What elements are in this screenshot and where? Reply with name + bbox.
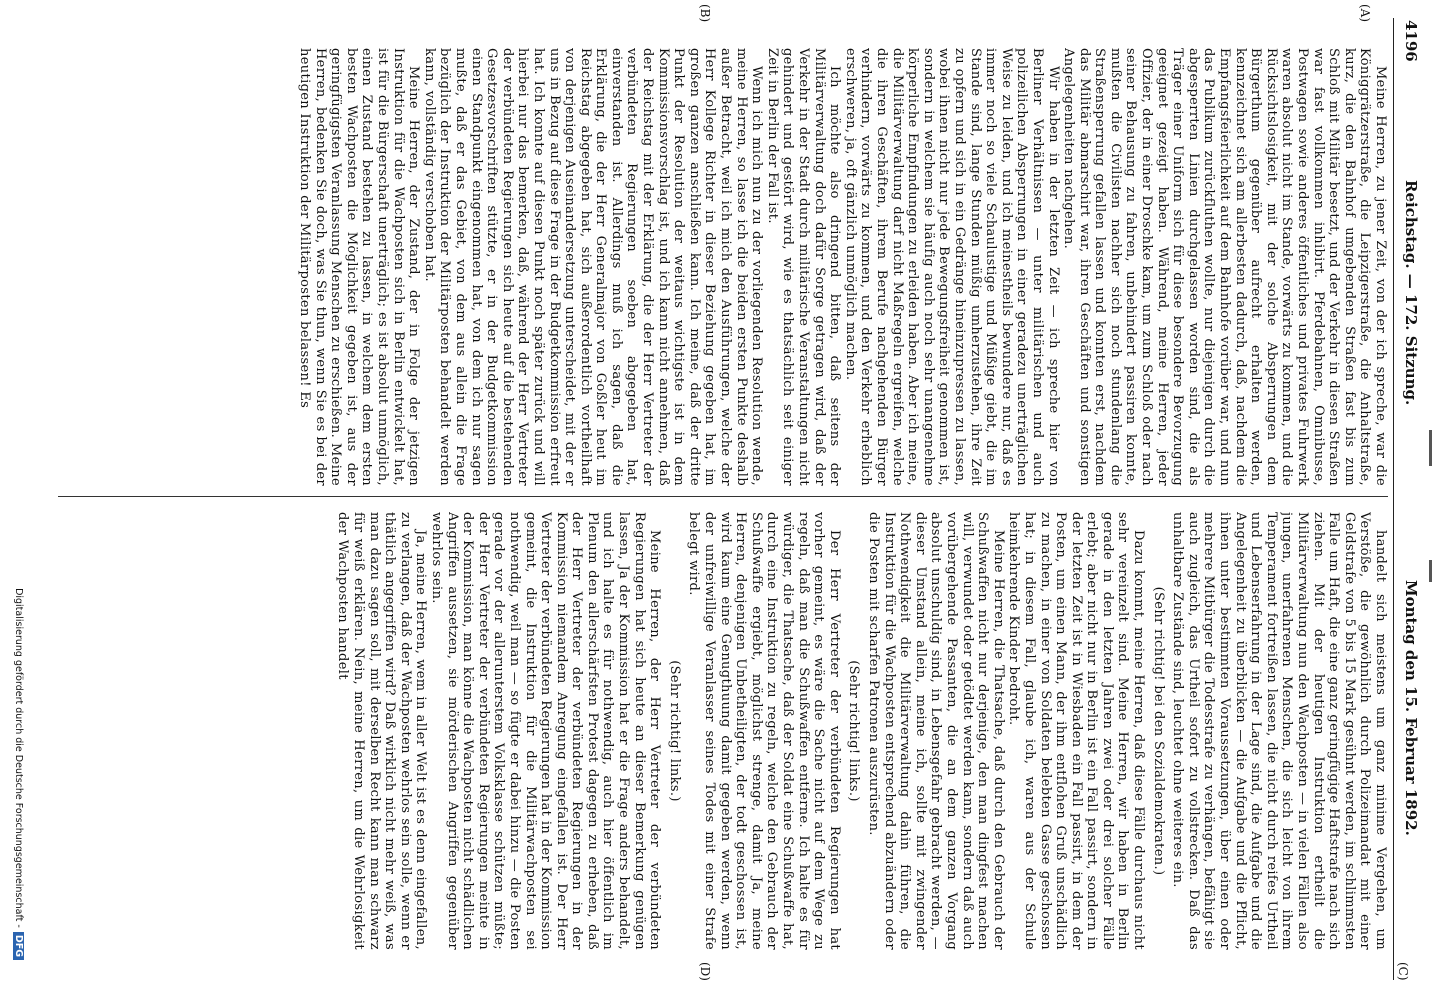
session-title: Reichstag. — 172. Sitzung. — [1402, 180, 1420, 406]
right-text-column — [58, 512, 1388, 950]
page-number: 4196 — [1402, 20, 1420, 62]
paragraph: Der Herr Vertreter der verbündeten Regierungen hat vorher gemeint, es wäre die Sache nicht auf dem Wege zu regeln, daß man die Schußwaffen entferne. Ich halte es für würdiger, die Thatsache, daß der Soldat eine Schußwaffe hat, durch eine Instruktion zu regeln, welche den Gebrauch der Schußwaffe ergiebt, möglichst strenge, damit Ja, meine Herren, denjenigen Unbetheiligten, der todt geschossen ist, wird kaum eine Genugthuung damit gegeben werden, wenn der unfreiwillige Veranlasser seines Todes mit einer Strafe belegt wird. — [686, 512, 842, 950]
session-date: Montag den 15. Februar 1892. — [1402, 580, 1420, 836]
interjection: (Sehr richtig! links.) — [846, 660, 862, 802]
margin-marker-a: (A) — [1358, 4, 1372, 23]
running-header — [1396, 20, 1424, 980]
left-text-column — [58, 48, 1388, 486]
paragraph: handelt sich meistens um ganz minime Vergehen, um Verstöße, die gewöhnlich durch Polizeimandat mit einer Geldstrafe von 5 bis 15 Mark gesühnt werden, im schlimmsten Falle um Haft, die eine ganz geringfügige Haftstrafe nach sich ziehen. Mit der heutigen Instruktion ertheilt die Militärverwaltung nun den Wachposten — in vielen Fällen also jungen, unerfahrenen Menschen, die sich leicht von ihrem Temperament fortreißen lassen, die nicht durch reifes Urtheil und Lebenserfahrung in der Lage sind, die Aufgabe und die Angelegenheit zu überblicken — die Aufgabe und die Pflicht, ihnen unter bestimmten Voraussetzungen, über einen oder mehrere Mitbürger die Todesstrafe zu verhängen, befähigt sie auch zugleich, das Urtheil sofort zu vollstrecken. Daß das unhaltbare Zustände sind, leuchtet ohne weiteres ein. — [1170, 512, 1388, 950]
margin-marker-d: (D) — [698, 962, 712, 981]
paragraph: Wenn ich mich nun zu der vorliegenden Resolution wende, meine Herren, so lasse ich die beiden ersten Punkte deshalb außer Betracht, weil ich mich den Ausführungen, welche der Herr Kollege Richter in dieser Beziehung gegeben hat, im großen ganzen anschließen kann. Ich meine, daß der dritte Punkt der Resolution der weitaus wichtigste ist in dem Kommissionsvorschlag ist, und ich kann nicht annehmen, daß der Reichstag mit der Erklärung, die der Herr Vertreter der verbündeten Regierungen soeben abgegeben hat, einverstanden ist. Allerdings muß ich sagen, daß die Erklärung, die der Herr Generalmajor von Goßler heut im Reichstag abgegeben hat, sich außerordentlich vortheilhaft von derjenigen Auseinandersetzung unterscheidet, mit der er uns in Bezug auf diese Frage in der Budgetkommission erfreut hat. Ich konnte auf diesen Punkt noch später zurück und will hierbei nur das bemerken, daß, während der Herr Vertreter der verbündeten Regierungen sich heute auf die bestehenden Gesetzesvorschriften stützte, er in der Budgetkommission einen Standpunkt eingenommen hat, von dem ich nur sagen mußte, daß er das Gebiet, von dem aus allein die Frage bezüglich der Instruktion der Militärposten behandelt werden kann, vollständig verschoben hat. — [421, 48, 765, 486]
paragraph: Ich möchte also dringend bitten, daß seitens der Militärverwaltung doch dafür Sorge getragen wird, daß der Verkehr in der Stadt durch militärische Veranstaltungen nicht gehindert und gestört wird, wie es thatsächlich seit einiger Zeit in Berlin der Fall ist. — [764, 48, 843, 486]
paragraph: Meine Herren, die Thatsache, daß durch den Gebrauch der Schußwaffen nicht nur derjenige, den man dingfest machen will, verwundet oder getödtet werden kann, sondern daß auch vorübergehende Passanten, die an dem ganzen Vorgang absolut unschuldig sind, in Lebensgefahr gebracht werden, — dieser Umstand allein, meine ich, sollte mit zwingender Nothwendigkeit die Militärverwaltung dahin führen, die Instruktion für die Wachposten entsprechend abzuändern oder die Posten mit scharfen Patronen auszurüsten. — [866, 512, 1006, 950]
dfg-logo: DFG — [13, 932, 24, 960]
digitization-credit — [6, 0, 24, 1000]
margin-marker-b: (B) — [698, 4, 712, 23]
column-divider — [58, 496, 1388, 497]
margin-marker-c: (C) — [1396, 962, 1410, 981]
paragraph: Meine Herren, der Zustand, der in Folge der jetzigen Instruktion für die Wachposten sich in Berlin entwickelt hat, ist für die Bürgerschaft unerträglich; es ist absolut unmöglich, einen Zustand bestehen zu lassen, in welchem dem ersten besten Wachposten die Möglichkeit gegeben ist, aus der geringfügigsten Veranlassung Menschen zu erschießen. Meine Herren, bedenken Sie doch, was Sie thun, wenn Sie es bei der heutigen Instruktion der Militärposten belassen! Es — [297, 48, 422, 486]
interjection: (Sehr richtig! links.) — [666, 660, 682, 802]
interjection: (Sehr richtig! bei den Sozialdemokraten.) — [1150, 586, 1166, 876]
header-rule — [1393, 18, 1394, 980]
paragraph: Meine Herren, der Herr Vertreter der verbündeten Regierungen hat sich heute an dieser Bemerkung genügen lassen, Ja der Kommission hat er die Frage anders behandelt, und ich halte es für nothwendig, auch hier öffentlich im Plenum den allerschärfsten Protest dagegen zu erheben, daß der Herr Vertreter der verbündeten Regierungen in der Kommission niemandem Anregung eingefallen ist. Der Herr Vertreter der verbündeten Regierungen hat in der Kommission gemeint, die Instruktion für die Militärwachposten sei nothwendig, weil man — so fügte er dabei hinzu — die Posten gerade vor der allerunterstem Volksklasse schützen müßte; der Herr Vertreter der verbündeten Regierungen meinte in der Kommission, man könne die Wachposten nicht schädlichen Angriffen aussetzen, sie mörderischen Angriffen gegenüber wehrlos sein. — [428, 512, 663, 950]
paragraph: Meine Herren, zu jener Zeit, von der ich spreche, war die Königgrätzerstraße, die Leipzigerstraße, die Anhaltstraße, kurz, die den Bahnhof umgebenden Straßen fast bis zum Schloß mit Militär besetzt, und der Verkehr in diesen Straßen war fast vollkommen inhibirt. Pferdebahnen, Omnibusse, Postwagen sowie anderes öffentliches und privates Fuhrwerk waren absolut nicht im Stande, vorwärts zu kommen, und die Rücksichtslosigkeit, mit der solche Absperrungen dem Bürgerthum gegenüber aufrecht erhalten werden, kennzeichnet sich am allerbesten dadurch, daß, nachdem die Empfangsfeierlichkeit auf dem Bahnhofe vorüber war, und nun das Publikum zurückfluthen wollte, nur diejenigen durch die abgesperrten Linien durchgelassen worden sind, die als Träger einer Uniform sich für diese besondere Bevorzugung geeignet gezeigt haben. Während, meine Herren, jeder Offizier, der in einer Droschke kam, um zum Schloß oder nach seiner Behausung zu fahren, unbehindert passiren konnte, mußten die Civilisten nachher sich noch stundenlang die Straßensperrung gefallen lassen und konnten erst, nachdem das Militär abmarschirt war, ihren Geschäften und sonstigen Angelegenheiten nachgehen. — [1061, 48, 1388, 486]
paragraph: Wir haben in der letzten Zeit — ich spreche hier von Berliner Verhältnissen — unter militärischen und auch polizeilichen Absperrungen in einer geradezu unerträglichen Weise zu leiden, und ich meinestheils bewundere nur, daß es immer noch so viele Schaulustige und Müßige giebt, die im Stande sind, lange Stunden müßig umherzustehen, ihre Zeit zu opfern und sich in ein Gedränge hineinzupressen zu lassen, wobei ihnen nicht nur jede Bewegungsfreiheit genommen ist, sondern in welchem sie häufig auch noch sehr unangenehme körperliche Empfindungen zu erleiden haben. Aber ich meine, die Militärverwaltung darf nicht Maßregeln ergreifen, welche die ihren Geschäften, ihrem Berufe nachgehenden Bürger verhindern, vorwärts zu kommen, und den Verkehr erheblich erschweren, ja, oft gänzlich unmöglich machen. — [842, 48, 1061, 486]
paragraph: Dazu kommt, meine Herren, daß diese Fälle durchaus nicht sehr vereinzelt sind. Meine Herren, wir haben in Berlin gerade in den letzten Jahren zwei oder drei solcher Fälle erlebt; aber nicht nur in Berlin ist ein Fall passirt, sondern in der letzten Zeit ist in Wiesbaden ein Fall passirt, in dem der Posten, um einen Mann, der ihm entflohen Gruß unschädlich zu machen, in einer von Soldaten belebten Gasse geschossen hat; in diesem Fall, glaube ich, waren aus der Schule heimkehrende Kinder bedroht. — [1006, 512, 1147, 950]
paragraph: Ja, meine Herren, wem in aller Welt ist es denn eingefallen, zu verlangen, daß der Wachposten wehrlos sein solle, wenn er thätlich angegriffen wird? Daß wirklich nicht mehr weiß, was man dazu sagen soll, mit derselben Recht kann man schwarz für weiß erklären. Nein, meine Herren, um die Wehrlosigkeit der Wachposten handelt — [335, 512, 429, 950]
credit-text: Digitalisierung gefördert durch die Deutsche Forschungsgemeinschaft - — [13, 588, 24, 928]
